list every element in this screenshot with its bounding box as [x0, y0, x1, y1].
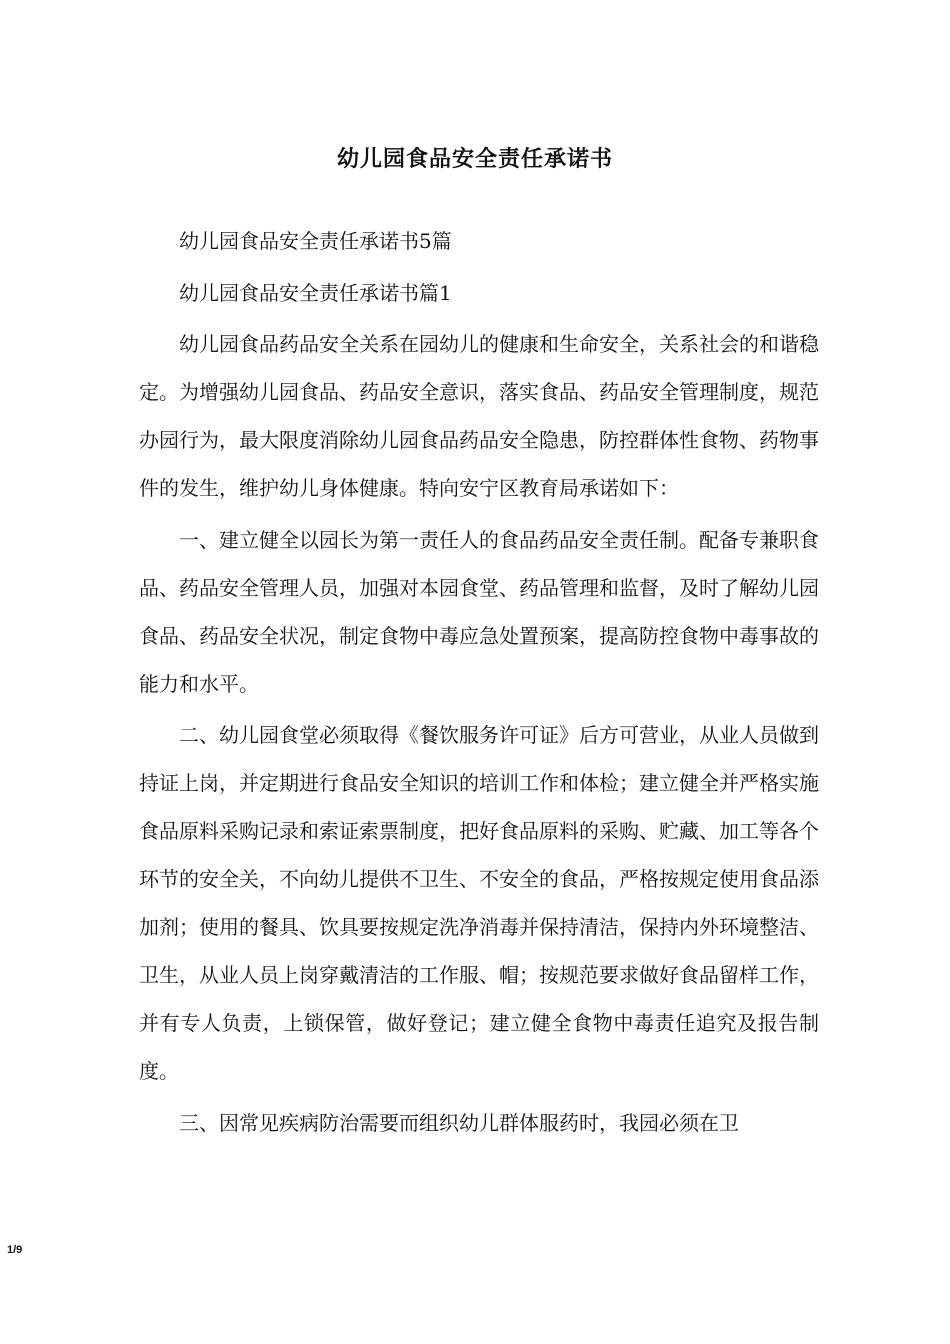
- document-title: 幼儿园食品安全责任承诺书: [336, 147, 613, 172]
- document-body: [139, 217, 819, 1150]
- paragraph-intro: 幼儿园食品药品安全关系在园幼儿的健康和生命安全，关系社会的和谐稳定。为增强幼儿园食品、药品安全意识，落实食品、药品安全管理制度，规范办园行为，最大限度消除幼儿园食品药品安全隐患，防控群体性食物、药物事件的发生，维护幼儿身体健康。特向安宁区教育局承诺如下：: [139, 332, 819, 500]
- section-heading: 幼儿园食品安全责任承诺书篇1: [179, 280, 452, 305]
- document-subtitle: 幼儿园食品安全责任承诺书5篇: [179, 229, 452, 253]
- paragraph-item-1: 一、建立健全以园长为第一责任人的食品药品安全责任制。配备专兼职食品、药品安全管理人员，加强对本园食堂、药品管理和监督，及时了解幼儿园食品、药品安全状况，制定食物中毒应急处置预案，提高防控食物中毒事故的能力和水平。: [139, 527, 819, 696]
- page-indicator: 1/9: [7, 1244, 23, 1256]
- paragraph-item-3: 三、因常见疾病防治需要而组织幼儿群体服药时，我园必须在卫: [179, 1110, 739, 1135]
- paragraph-item-2: 二、幼儿园食堂必须取得《餐饮服务许可证》后方可营业，从业人员做到持证上岗，并定期进行食品安全知识的培训工作和体检；建立健全并严格实施食品原料采购记录和索证索票制度，把好食品原料的采购、贮藏、加工等各个环节的安全关，不向幼儿提供不卫生、不安全的食品，严格按规定使用食品添加剂；使用的餐具、饮具要按规定洗净消毒并保持清洁，保持内外环境整洁、卫生，从业人员上岗穿戴清洁的工作服、帽；按规范要求做好食品留样工作，并有专人负责，上锁保管，做好登记；建立健全食物中毒责任追究及报告制度。: [139, 723, 819, 1083]
